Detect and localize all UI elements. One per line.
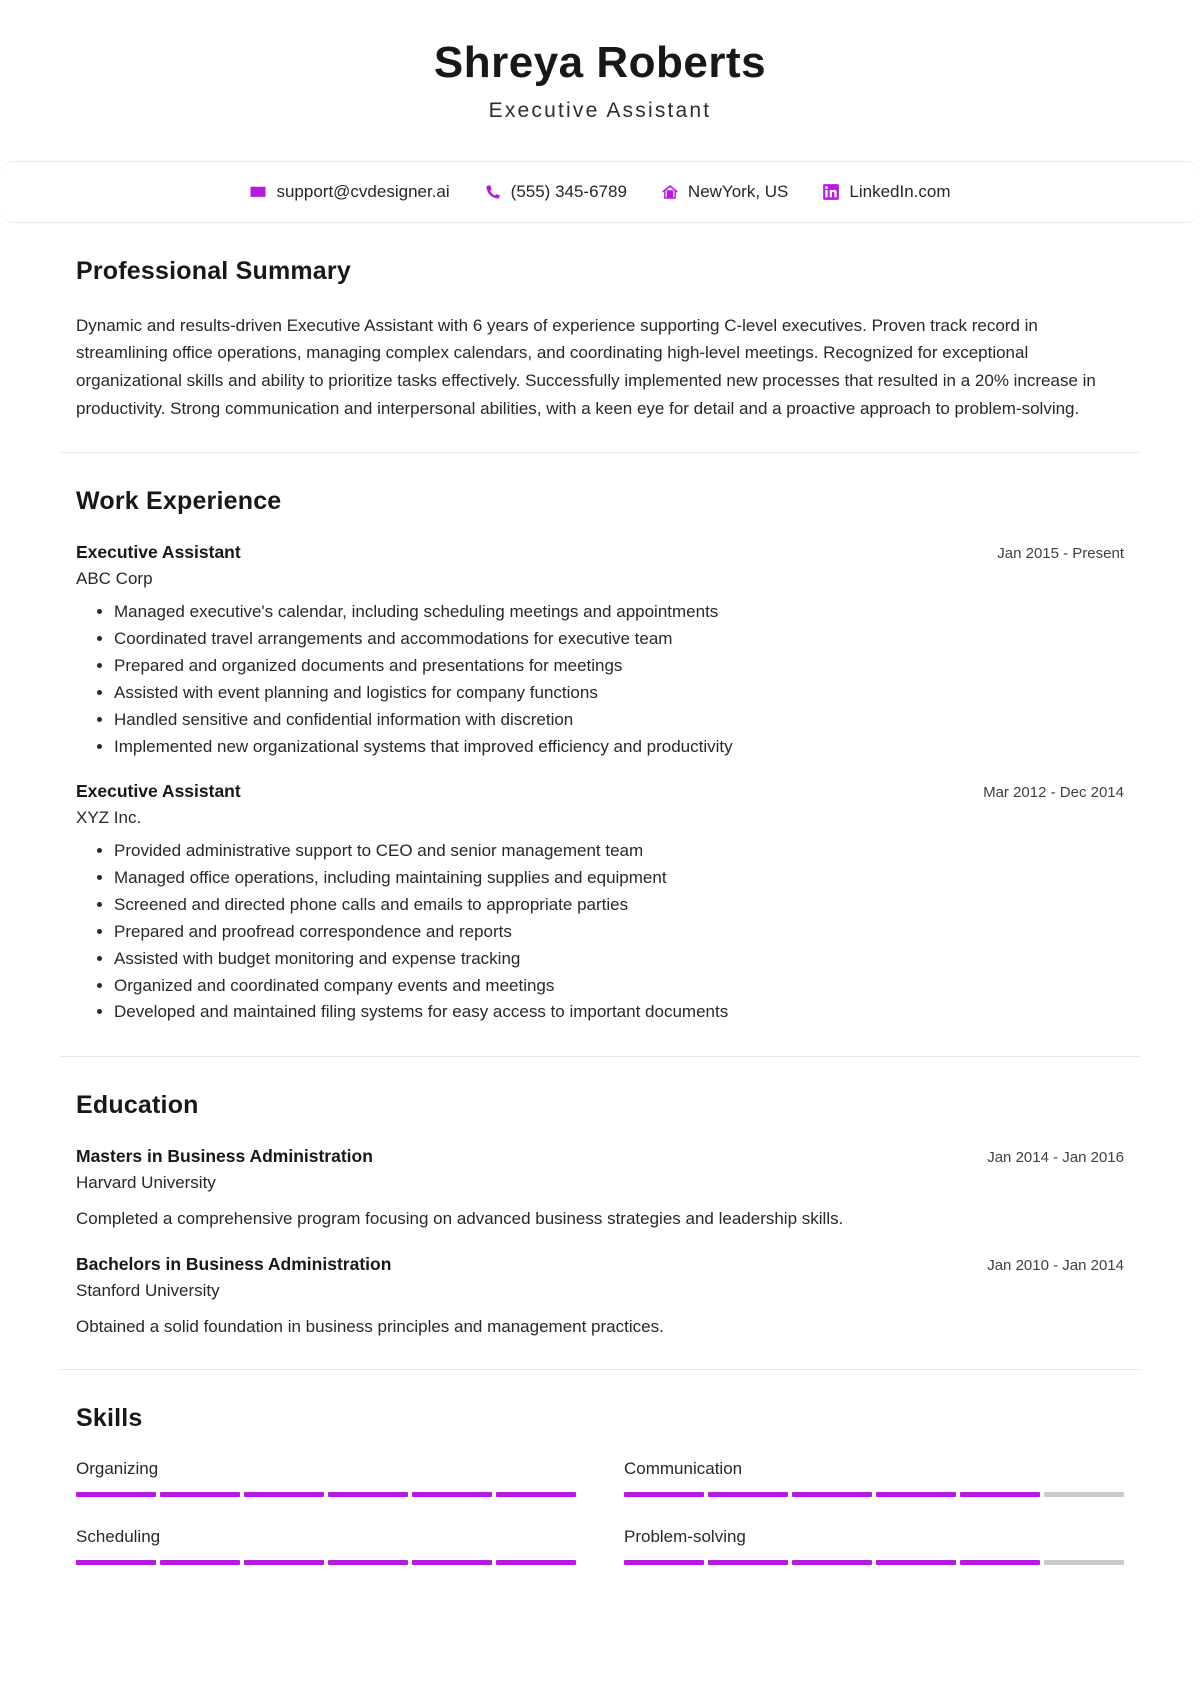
- linkedin-icon: [822, 183, 840, 201]
- skill-level-bar: [76, 1492, 576, 1497]
- contact-phone-text: (555) 345-6789: [510, 181, 627, 201]
- contact-linkedin-text: LinkedIn.com: [849, 181, 951, 201]
- skill-level-bar: [624, 1492, 1124, 1497]
- skill-segment: [76, 1492, 156, 1497]
- education-entry: [76, 1254, 1124, 1340]
- skill-segment: [328, 1560, 408, 1565]
- contact-location[interactable]: [661, 182, 788, 202]
- school-name: Stanford University: [76, 1280, 220, 1300]
- list-item: • Organized and coordinated company events and meetings: [114, 973, 1124, 999]
- list-item: • Developed and maintained filing systems for easy access to important documents: [114, 999, 1124, 1025]
- experience-entry-head: [76, 542, 1124, 563]
- skill-level-bar: [624, 1560, 1124, 1565]
- section-title-skills: Skills: [76, 1404, 143, 1433]
- skill-segment: [328, 1492, 408, 1497]
- skill-segment: [1044, 1560, 1124, 1565]
- job-date: Mar 2012 - Dec 2014: [983, 784, 1124, 802]
- degree-date: Jan 2014 - Jan 2016: [987, 1149, 1124, 1167]
- degree-title: Masters in Business Administration: [76, 1146, 373, 1167]
- experience-entry: [76, 781, 1124, 1025]
- skill-segment: [496, 1492, 576, 1497]
- job-title: Executive Assistant: [76, 781, 241, 802]
- degree-title: Bachelors in Business Administration: [76, 1253, 392, 1274]
- skill-segment: [76, 1560, 156, 1565]
- section-title-summary: Professional Summary: [76, 256, 351, 285]
- section-title-education: Education: [76, 1091, 199, 1120]
- skill-segment: [496, 1560, 576, 1565]
- home-icon: [661, 183, 679, 201]
- skill-segment: [960, 1560, 1040, 1565]
- section-work-experience: [0, 453, 1200, 1056]
- skill-segment: [792, 1560, 872, 1565]
- email-icon: [249, 183, 267, 201]
- list-item: • Provided administrative support to CEO and senior management team: [114, 838, 1124, 864]
- job-bullet-list: [76, 599, 1124, 759]
- degree-description: Completed a comprehensive program focusing on advanced business strategies and leadership skills.: [76, 1209, 844, 1229]
- experience-entry-head: [76, 781, 1124, 802]
- list-item: • Coordinated travel arrangements and accommodations for executive team: [114, 626, 1124, 652]
- skill-segment: [708, 1492, 788, 1497]
- job-company: ABC Corp: [76, 569, 153, 589]
- skill-segment: [876, 1560, 956, 1565]
- skill-segment: [624, 1560, 704, 1565]
- contact-email-text: support@cvdesigner.ai: [276, 181, 450, 201]
- skill-segment: [876, 1492, 956, 1497]
- job-company: XYZ Inc.: [76, 808, 142, 828]
- education-entry-head: [76, 1146, 1124, 1167]
- list-item: • Handled sensitive and confidential information with discretion: [114, 707, 1124, 733]
- list-item: • Prepared and organized documents and presentations for meetings: [114, 653, 1124, 679]
- list-item: • Managed executive's calendar, including scheduling meetings and appointments: [114, 599, 1124, 625]
- skill-segment: [1044, 1492, 1124, 1497]
- list-item: • Screened and directed phone calls and emails to appropriate parties: [114, 892, 1124, 918]
- degree-date: Jan 2010 - Jan 2014: [987, 1256, 1124, 1274]
- section-education: [0, 1057, 1200, 1369]
- skills-grid: [76, 1459, 1124, 1565]
- skill-label: Organizing: [76, 1459, 159, 1479]
- candidate-role: Executive Assistant: [488, 98, 712, 122]
- job-bullet-list: [76, 838, 1124, 1025]
- education-entry-head: [76, 1254, 1124, 1275]
- list-item: • Implemented new organizational systems that improved efficiency and productivity: [114, 734, 1124, 760]
- skill-segment: [244, 1492, 324, 1497]
- section-professional-summary: [0, 223, 1200, 453]
- list-item: • Assisted with event planning and logistics for company functions: [114, 680, 1124, 706]
- job-date: Jan 2015 - Present: [997, 545, 1124, 563]
- skill-segment: [160, 1492, 240, 1497]
- contact-linkedin[interactable]: [822, 182, 950, 202]
- skill-segment: [708, 1560, 788, 1565]
- section-title-experience: Work Experience: [76, 487, 282, 516]
- school-name: Harvard University: [76, 1173, 216, 1193]
- contact-email[interactable]: [249, 182, 449, 202]
- phone-icon: [484, 183, 502, 201]
- skill-label: Communication: [624, 1459, 743, 1479]
- summary-text: Dynamic and results-driven Executive Assistant with 6 years of experience supporting C-level executives. Proven track record in streamlining office operations, managing complex calendars, and coordinating high-level meetings. Recognized for exceptional organizational skills and ability to prioritize tasks effectively. Successfully implemented new processes that resulted in a 20% increase in productivity. Strong communication and interpersonal abilities, with a keen eye for detail and a proactive approach to problem-solving.: [76, 315, 1096, 418]
- list-item: • Assisted with budget monitoring and expense tracking: [114, 946, 1124, 972]
- list-item: • Prepared and proofread correspondence and reports: [114, 919, 1124, 945]
- contact-location-text: NewYork, US: [687, 181, 789, 201]
- contact-phone[interactable]: [484, 182, 627, 202]
- skill-segment: [160, 1560, 240, 1565]
- skill-label: Problem-solving: [624, 1527, 746, 1547]
- skill-label: Scheduling: [76, 1527, 161, 1547]
- education-entry: [76, 1146, 1124, 1232]
- skill-segment: [624, 1492, 704, 1497]
- candidate-name: Shreya Roberts: [433, 38, 767, 87]
- skill-item: [76, 1459, 576, 1497]
- skill-segment: [792, 1492, 872, 1497]
- experience-entry: [76, 542, 1124, 759]
- job-title: Executive Assistant: [76, 542, 241, 563]
- skill-item: [624, 1527, 1124, 1565]
- skill-segment: [960, 1492, 1040, 1497]
- skill-item: [76, 1527, 576, 1565]
- skill-segment: [412, 1560, 492, 1565]
- contact-bar: [0, 161, 1200, 223]
- resume-header: [0, 0, 1200, 149]
- section-skills: [0, 1370, 1200, 1595]
- degree-description: Obtained a solid foundation in business principles and management practices.: [76, 1316, 664, 1336]
- skill-item: [624, 1459, 1124, 1497]
- skill-segment: [412, 1492, 492, 1497]
- skill-level-bar: [76, 1560, 576, 1565]
- list-item: • Managed office operations, including maintaining supplies and equipment: [114, 865, 1124, 891]
- skill-segment: [244, 1560, 324, 1565]
